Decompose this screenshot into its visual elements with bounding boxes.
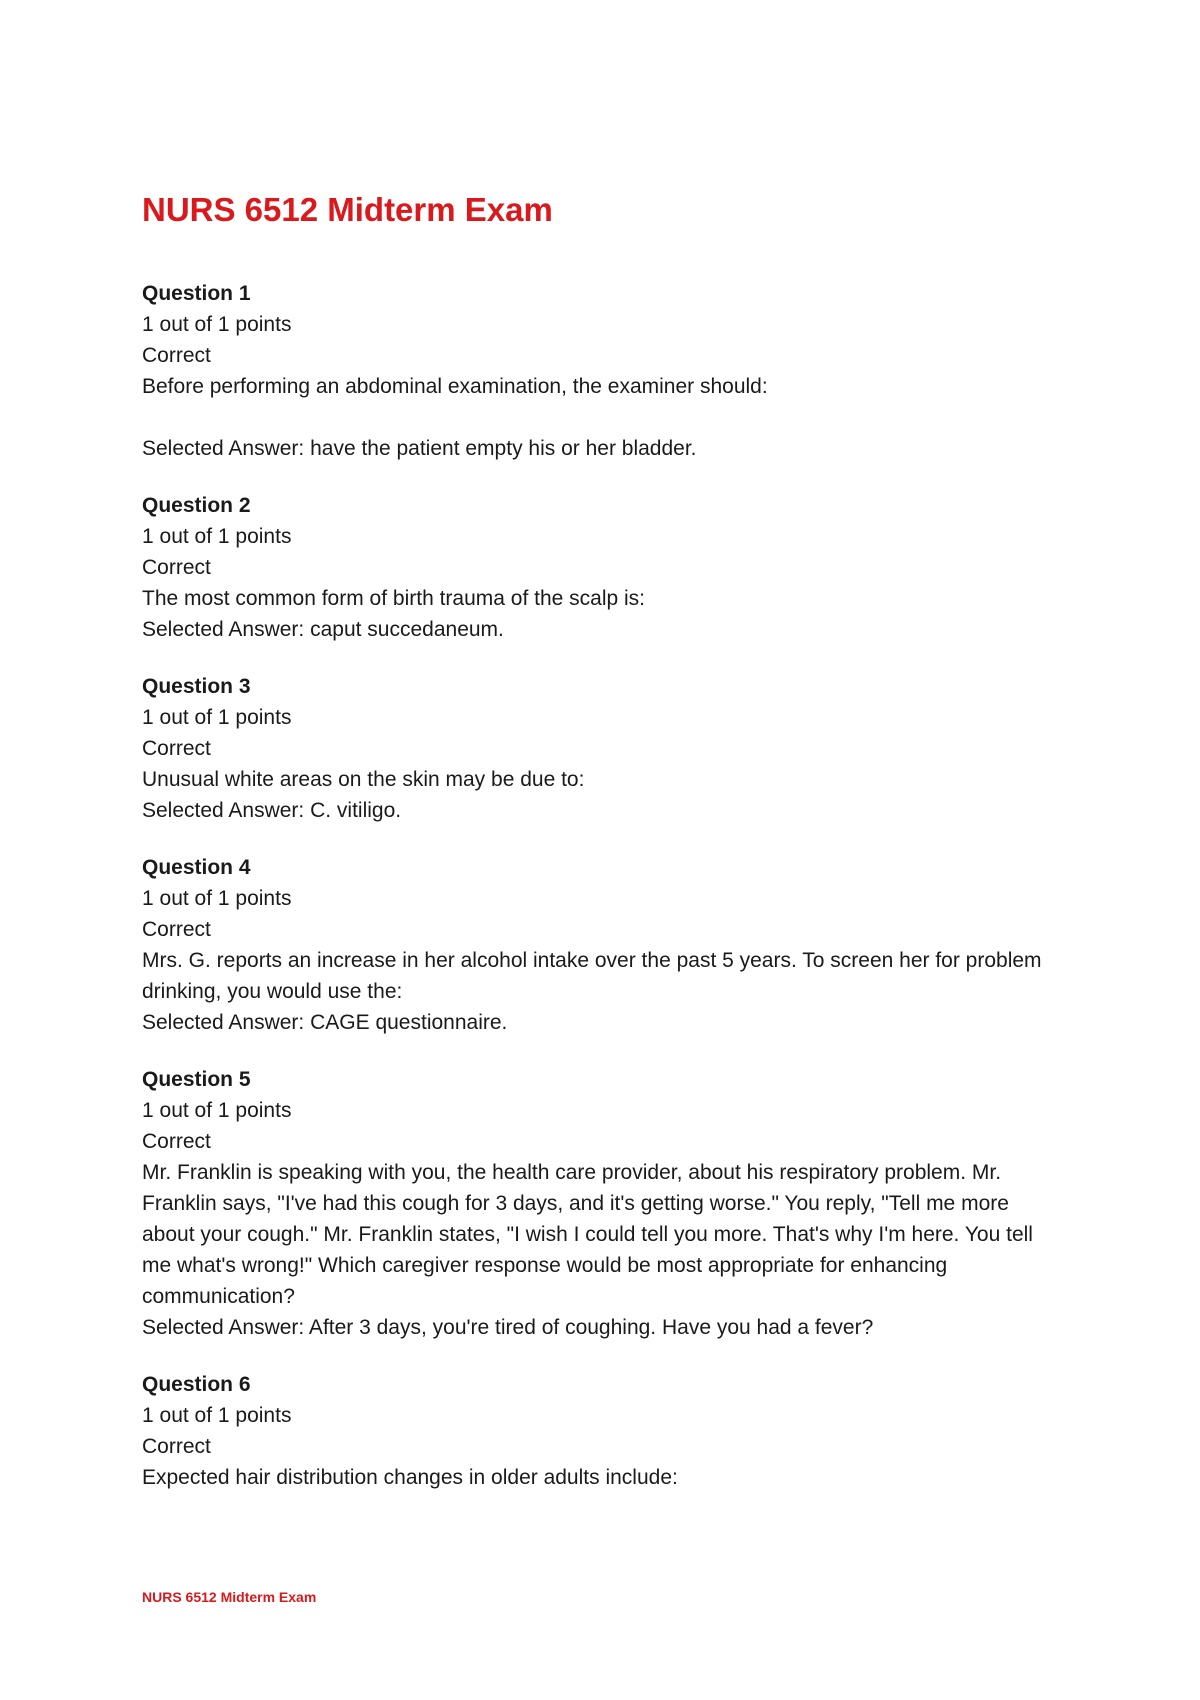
question-status: Correct	[142, 737, 211, 760]
question-heading: Question 4	[142, 856, 251, 879]
question-heading: Question 5	[142, 1068, 251, 1091]
question-2	[142, 490, 1062, 645]
question-status: Correct	[142, 344, 211, 367]
question-prompt: Unusual white areas on the skin may be due to:	[142, 768, 585, 791]
question-status: Correct	[142, 1435, 211, 1458]
question-status: Correct	[142, 918, 211, 941]
page-footer: NURS 6512 Midterm Exam	[142, 1589, 317, 1605]
question-points: 1 out of 1 points	[142, 313, 292, 336]
selected-answer: Selected Answer: After 3 days, you're tired of coughing. Have you had a fever?	[142, 1316, 874, 1339]
selected-answer: Selected Answer: caput succedaneum.	[142, 618, 504, 641]
question-heading: Question 3	[142, 675, 251, 698]
question-heading: Question 2	[142, 494, 251, 517]
question-3	[142, 671, 1062, 826]
selected-answer: Selected Answer: C. vitiligo.	[142, 799, 402, 822]
question-status: Correct	[142, 1130, 211, 1153]
question-points: 1 out of 1 points	[142, 706, 292, 729]
document-title: NURS 6512 Midterm Exam	[142, 191, 553, 228]
question-4	[142, 852, 1062, 1038]
question-prompt: The most common form of birth trauma of the scalp is:	[142, 587, 646, 610]
question-points: 1 out of 1 points	[142, 1099, 292, 1122]
question-heading: Question 6	[142, 1373, 251, 1396]
question-points: 1 out of 1 points	[142, 1404, 292, 1427]
question-heading: Question 1	[142, 282, 251, 305]
question-status: Correct	[142, 556, 211, 579]
question-prompt: Mrs. G. reports an increase in her alcohol intake over the past 5 years. To screen her for problem drinking, you would use the:	[142, 949, 1042, 1003]
question-prompt: Mr. Franklin is speaking with you, the health care provider, about his respiratory problem. Mr. Franklin says, "I've had this cough for 3 days, and it's getting worse." You reply, "Tell me more about your cough." Mr. Franklin states, "I wish I could tell you more. That's why I'm here. You tell me what's wrong!" Which caregiver response would be most appropriate for enhancing communication?	[142, 1161, 1033, 1308]
question-points: 1 out of 1 points	[142, 525, 292, 548]
selected-answer: Selected Answer: CAGE questionnaire.	[142, 1011, 508, 1034]
question-5	[142, 1064, 1062, 1343]
selected-answer: Selected Answer: have the patient empty his or her bladder.	[142, 437, 697, 460]
question-1	[142, 278, 1062, 464]
document-body	[142, 190, 1062, 1519]
question-prompt: Before performing an abdominal examination, the examiner should:	[142, 375, 768, 398]
question-points: 1 out of 1 points	[142, 887, 292, 910]
question-6	[142, 1369, 1062, 1493]
question-prompt: Expected hair distribution changes in older adults include:	[142, 1466, 678, 1489]
